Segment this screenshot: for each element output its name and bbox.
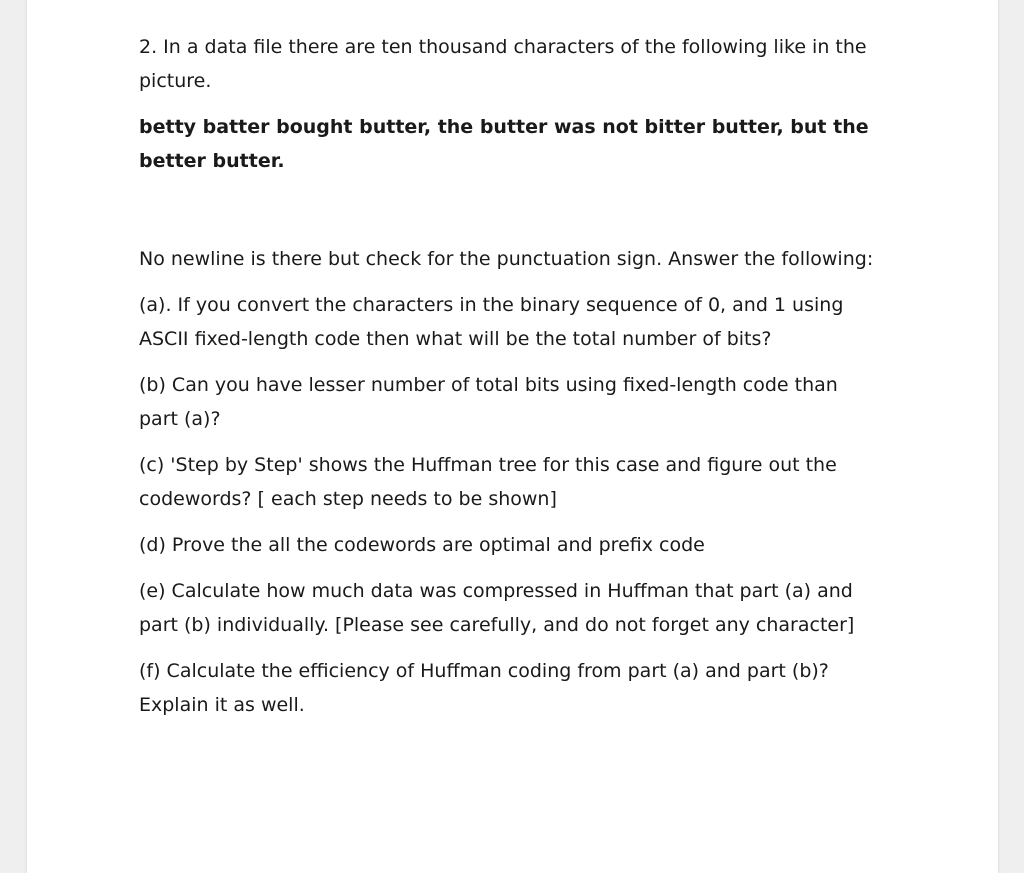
instruction-text: No newline is there but check for the punctuation sign. Answer the following: <box>139 248 874 270</box>
part-c: (c) 'Step by Step' shows the Huffman tree for this case and figure out the codewords? [ each step needs to be shown] <box>139 454 837 510</box>
part-a: (a). If you convert the characters in the binary sequence of 0, and 1 using ASCII fixed-length code then what will be the total number of bits? <box>139 294 844 350</box>
part-e: (e) Calculate how much data was compressed in Huffman that part (a) and part (b) individually. [Please see carefully, and do not forget any character] <box>139 580 855 636</box>
part-f: (f) Calculate the efficiency of Huffman coding from part (a) and part (b)? Explain it as well. <box>139 660 829 716</box>
part-b: (b) Can you have lesser number of total bits using fixed-length code than part (a)? <box>139 374 838 430</box>
document-content <box>139 30 879 722</box>
document-page <box>27 0 998 873</box>
part-d: (d) Prove the all the codewords are optimal and prefix code <box>139 534 705 556</box>
question-intro: 2. In a data file there are ten thousand characters of the following like in the picture. <box>139 36 867 92</box>
sample-text: betty batter bought butter, the butter was not bitter butter, but the better butter. <box>139 116 869 172</box>
